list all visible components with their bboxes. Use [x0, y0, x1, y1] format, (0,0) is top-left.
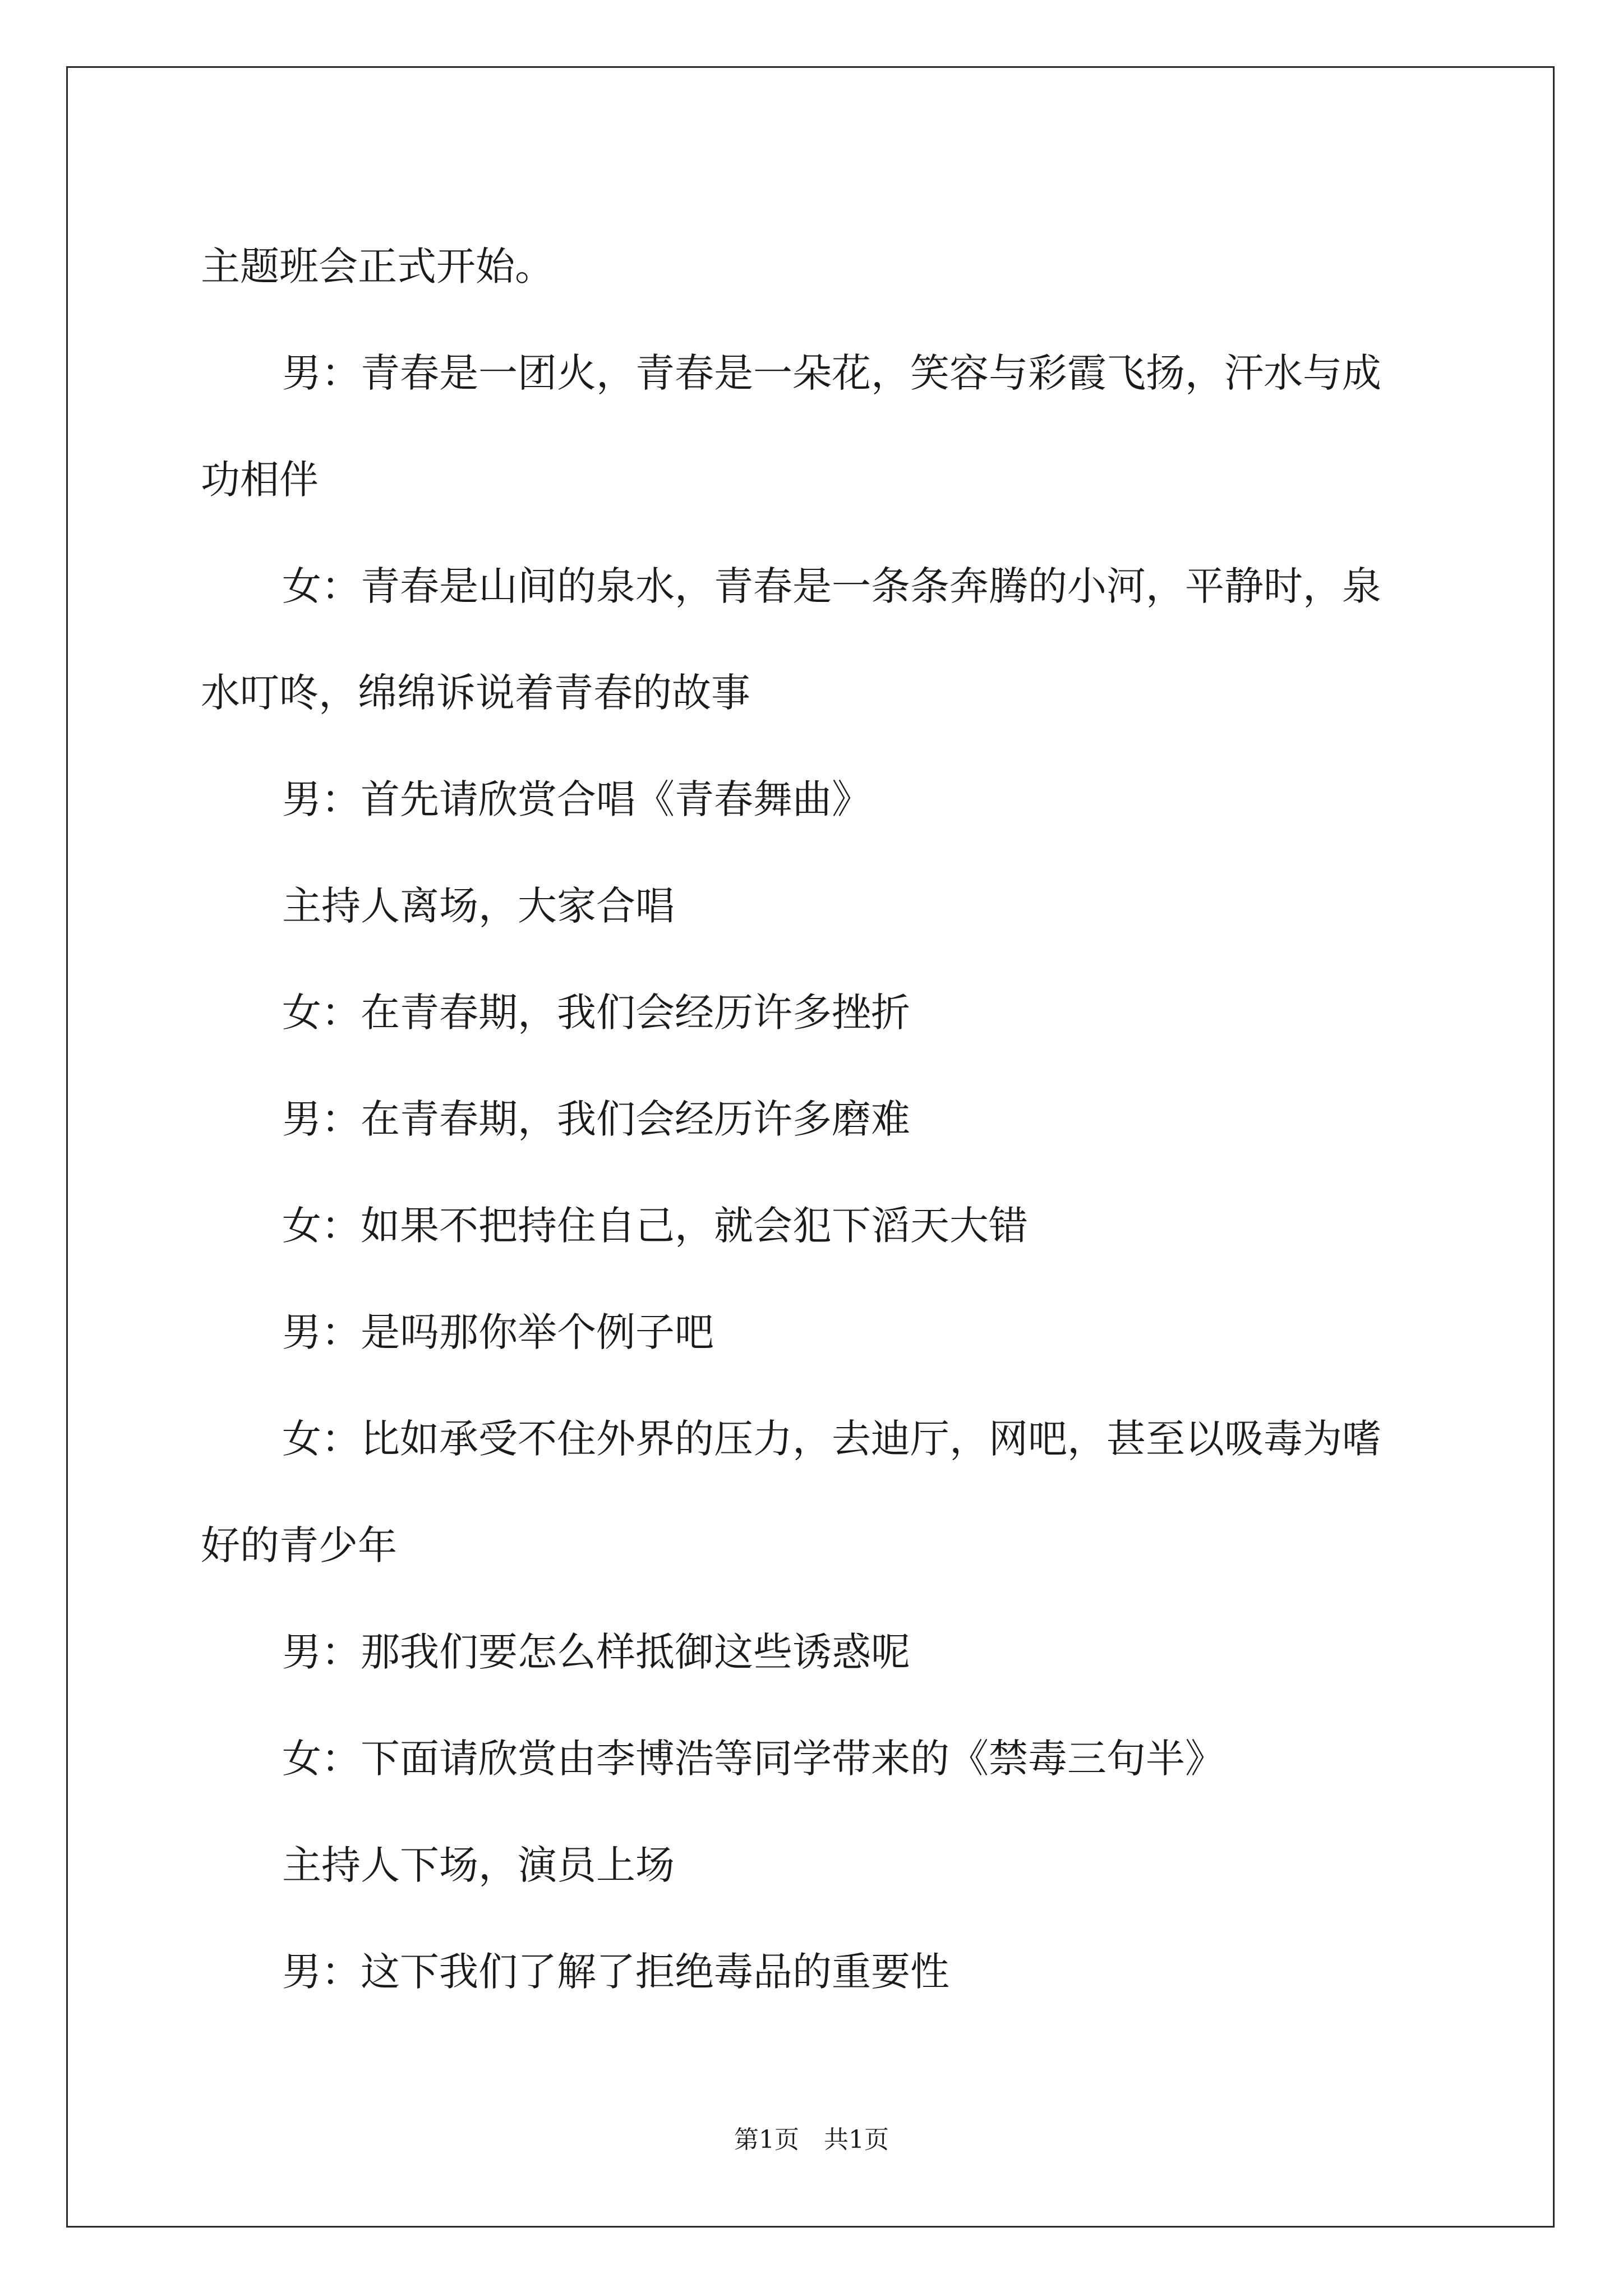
- paragraph: 功相伴: [201, 457, 319, 503]
- paragraph: 主持人离场，大家合唱: [282, 883, 675, 929]
- paragraph: 女：下面请欣赏由李博浩等同学带来的《禁毒三句半》: [282, 1736, 1224, 1782]
- paragraph: 男：青春是一团火，青春是一朵花，笑容与彩霞飞扬，汗水与成: [282, 350, 1381, 396]
- paragraph: 男：是吗那你举个例子吧: [282, 1309, 714, 1355]
- paragraph: 女：比如承受不住外界的压力，去迪厅，网吧，甚至以吸毒为嗜: [282, 1416, 1381, 1462]
- paragraph: 主题班会正式开始。: [201, 243, 554, 289]
- paragraph: 主持人下场，演员上场: [282, 1842, 675, 1888]
- page-total: 共1页: [824, 2125, 889, 2154]
- paragraph: 男：那我们要怎么样抵御这些诱惑呢: [282, 1629, 910, 1675]
- paragraph: 水叮咚，绵绵诉说着青春的故事: [201, 670, 750, 716]
- page-footer: [0, 2123, 1623, 2157]
- paragraph: 男：首先请欣赏合唱《青春舞曲》: [282, 776, 871, 822]
- paragraph: 好的青少年: [201, 1522, 397, 1568]
- paragraph: 男：这下我们了解了拒绝毒品的重要性: [282, 1949, 949, 1995]
- document-body: [201, 213, 1435, 2025]
- page-number: 第1页: [734, 2125, 799, 2154]
- paragraph: 男：在青春期，我们会经历许多磨难: [282, 1096, 910, 1142]
- paragraph: 女：如果不把持住自己，就会犯下滔天大错: [282, 1203, 1028, 1249]
- paragraph: 女：在青春期，我们会经历许多挫折: [282, 990, 910, 1036]
- paragraph: 女：青春是山间的泉水，青春是一条条奔腾的小河，平静时，泉: [282, 563, 1381, 609]
